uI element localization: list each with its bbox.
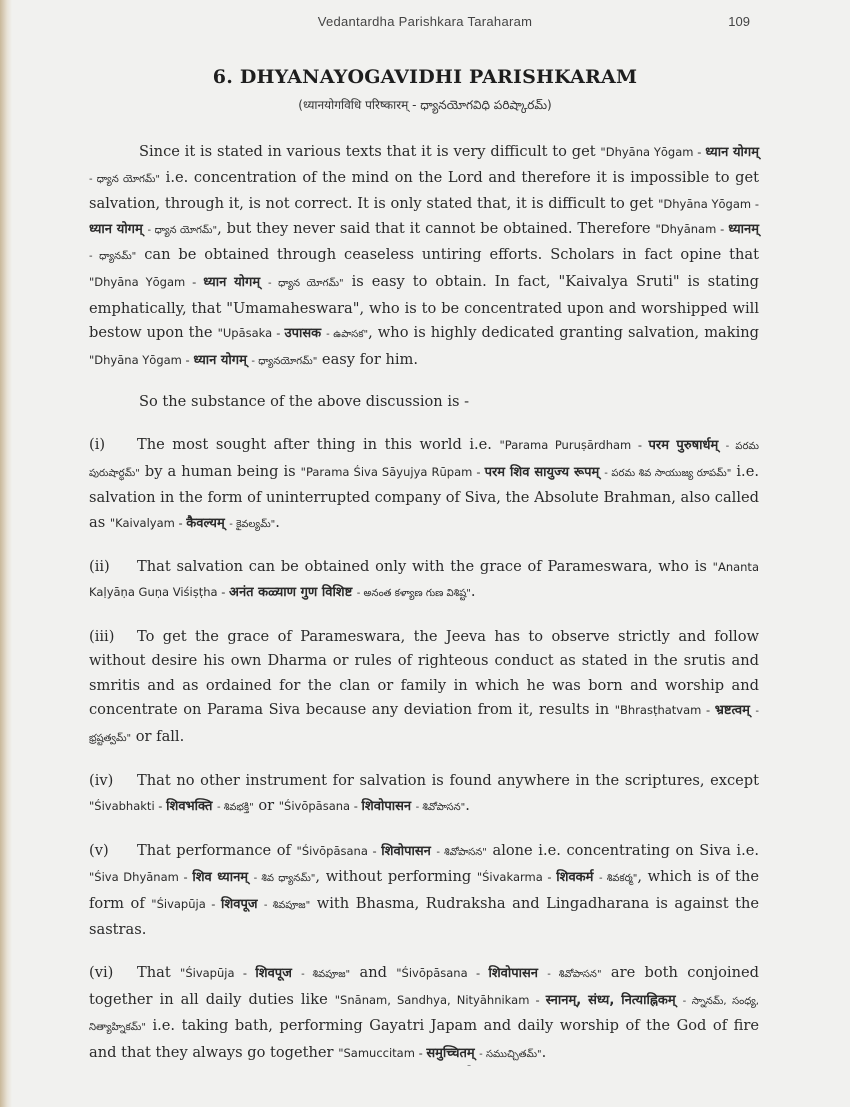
page-binding-edge bbox=[0, 0, 12, 1107]
point-iii: (iii) To get the grace of Parameswara, the Jeeva has to observe strictly and follow without desire his own Dharma or rules of righteous conduct as stated in the srutis and smritis and as ordained for the clan or family in which he was born and worship and concentrate on Parama Siva because any deviation from it, results in "Bhrasṭhatvam - भ्रष्टत्वम् - భ్రష్టత్వమ్" or fall. bbox=[89, 625, 759, 752]
running-header bbox=[0, 14, 850, 34]
substance-paragraph: So the substance of the above discussion is - bbox=[139, 393, 470, 411]
point-v: (v) That performance of "Śivōpāsana - शिवोपासन - శివోపాసన" alone i.e. concentrating on Siva i.e. "Śiva Dhyānam - शिव ध्यानम् - శివ ధ్యానమ్", without performing "Śivakarma - शिवकर्म - శివకర్మ", which is of the form of "Śivapūja - शिवपूज - శివపూజ" with Bhasma, Rudraksha and Lingadharana is against the sastras. bbox=[89, 839, 759, 943]
chapter-title: 6. DHYANAYOGAVIDHI PARISHKARAM bbox=[212, 66, 638, 88]
point-ii: (ii) That salvation can be obtained only with the grace of Parameswara, who is "Ananta Kaḷyāṇa Guṇa Viśiṣṭha - अनंत कळ्याण गुण विशिष्ट - అనంత కళ్యాణ గుణ విశిష్ట". bbox=[89, 555, 759, 606]
page-number: 109 bbox=[728, 14, 750, 29]
running-title: Vedantardha Parishkara Taraharam bbox=[317, 14, 533, 29]
point-vi: (vi) That "Śivapūja - शिवपूज - శివపూజ" and "Śivōpāsana - शिवोपासन - శివోపాసన" are both conjoined together in all daily duties like "Snānam, Sandhya, Nityāhnikam - स्नानम्, संध्य, नित्याह्निकम् - స్నానమ్, సంధ్య, నిత్యాహ్నికమ్" i.e. taking bath, performing Gayatri Japam and daily worship of the God of fire and that they always go together "Samuccitam - समुच्चितम् - సముచ్చితమ్". bbox=[89, 961, 759, 1067]
point-marker: (v) bbox=[89, 841, 109, 859]
point-marker: (iv) bbox=[89, 772, 114, 790]
intro-paragraph: Since it is stated in various texts that it is very difficult to get "Dhyāna Yōgam - ध्यान योगम् - ధ్యాన యోగమ్" i.e. concentration of the mind on the Lord and therefore it is impossible to get salvation, through it, is not correct. It is only stated that, it is difficult to get "Dhyāna Yōgam - ध्यान योगम् - ధ్యాన యోగమ్", but they never said that it cannot be obtained. Therefore "Dhyānam - ध्यानम् - ధ్యానమ్" can be obtained through ceaseless untiring efforts. Scholars in fact opine that "Dhyāna Yōgam - ध्यान योगम् - ధ్యాన యోగమ్" is easy to obtain. In fact, "Kaivalya Sruti" is stating emphatically, that "Umamaheswara", who is to be concentrated upon and worshipped will bestow upon the "Upāsaka - उपासक - ఉపాసక", who is highly dedicated granting salvation, making "Dhyāna Yōgam - ध्यान योगम् - ధ్యానయోగమ్" easy for him. bbox=[89, 143, 760, 368]
point-marker: (i) bbox=[89, 435, 106, 453]
stray-mark: - bbox=[467, 1058, 472, 1072]
point-marker: (ii) bbox=[89, 558, 110, 576]
chapter-subtitle: (ध्यानयोगविधि परिष्कारम् - ధ్యానయోగవిధి పరిష్కారమ్) bbox=[298, 98, 552, 112]
point-iv: (iv) That no other instrument for salvation is found anywhere in the scriptures, except "Śivabhakti - शिवभक्ति - శివభక్తి" or "Śivōpāsana - शिवोपासन - శివోపాసన". bbox=[89, 769, 759, 820]
point-marker: (iii) bbox=[89, 627, 115, 645]
body-text bbox=[89, 140, 759, 1067]
point-i: (i) The most sought after thing in this world i.e. "Parama Puruṣārdham - परम पुरुषार्धम् - పరమ పురుషార్ధమ్" by a human being is "Parama Śiva Sāyujya Rūpam - परम शिव सायुज्य रूपम् - పరమ శివ సాయుజ్య రూపమ్" i.e. salvation in the form of uninterrupted company of Siva, the Absolute Brahman, also called as "Kaivalyam - कैवल्यम् - కైవల్యమ్". bbox=[89, 433, 759, 537]
point-marker: (vi) bbox=[89, 964, 114, 982]
